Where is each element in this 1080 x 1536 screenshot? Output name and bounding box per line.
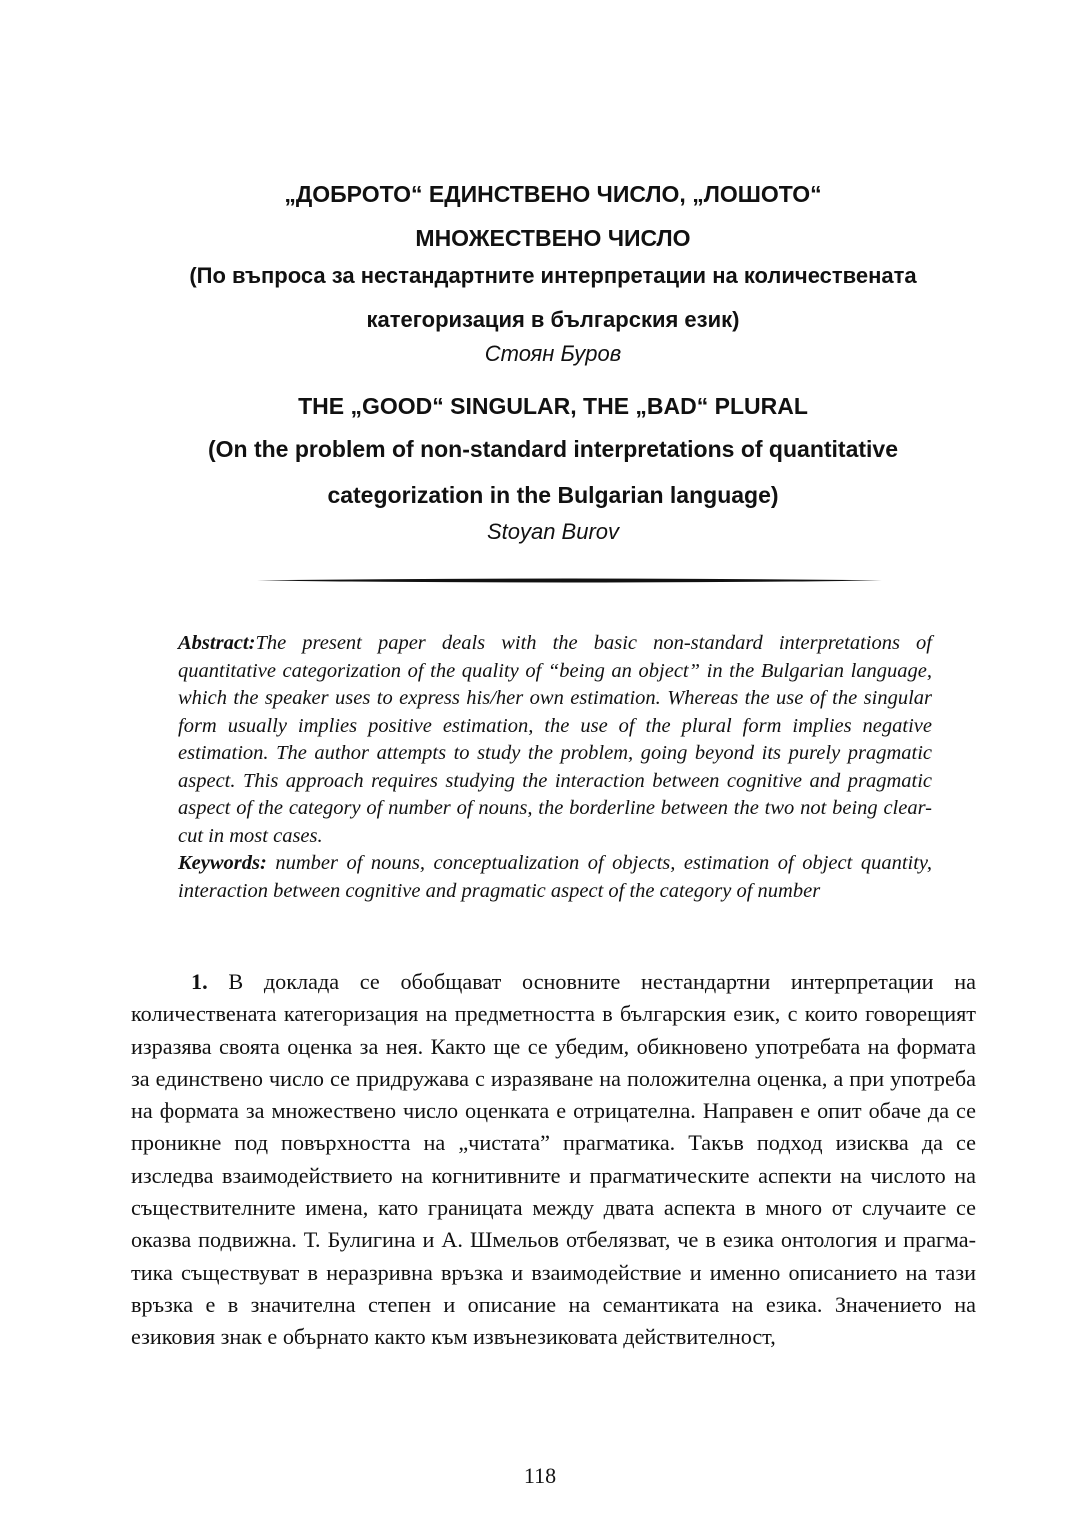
bulgarian-subtitle-line-1: (По въпроса за нестандартните интерпретации на количествената (189, 263, 917, 288)
title-divider-line (257, 577, 882, 584)
body-paragraph-text: В доклада се обобщават основните нестандартни интерпретации на количествената категоризация на предметността в българския език, с които говорещият изразява своята оценка за нея. Както ще се убедим, обикновено употребата на формата за единствено число се придружава с изразяване на положителна оценка, а при употреба на формата за множествено число оценката е отрицателна. Направен е опит обаче да се проникне под повърхността на „чистата” прагматика. Такъв подход изисква да се изследва взаимодействието на когнитивните и прагматическите аспекти на числото на съществителните имена, като границата между двата аспекта в много от случаите се оказва подвижна. Т. Булигина и А. Шмельов отбелязват, че в езика онтология и прагматика съществуват в неразривна връзка и взаимодействие и именно описанието на тази връзка е в значителна степен и описание на семантиката на езика. Значението на езиковия знак е обърнато както към извънезиковата действителност, (131, 969, 976, 1350)
bulgarian-title-line-2: МНОЖЕСТВЕНО ЧИСЛО (415, 225, 691, 251)
bulgarian-subtitle (130, 254, 976, 342)
keywords-label: Keywords: (178, 852, 267, 874)
abstract-label: Abstract: (178, 632, 256, 654)
title-divider (257, 577, 882, 584)
bulgarian-author: Стоян Буров (484, 341, 622, 366)
english-subtitle (130, 426, 976, 518)
english-subtitle-line-1: (On the problem of non-standard interpretations of quantitative (207, 436, 898, 462)
main-body-text (131, 966, 976, 1354)
body-paragraph (131, 966, 976, 1354)
abstract-block (178, 630, 932, 905)
keywords-paragraph (178, 850, 932, 905)
english-author: Stoyan Burov (486, 519, 620, 544)
keywords-text: number of nouns, conceptualization of objects, estimation of object quantity, interaction between cognitive and pragmatic aspect of the category of number (178, 852, 932, 902)
abstract-text: The present paper deals with the basic non-standard interpretations of quantitative categorization of the quality of “being an object” in the Bulgarian language, which the speaker uses to express his/her own estimation. Whereas the use of the singular form usually implies positive estimation, the use of the plural form implies negative estimation. The author attempts to study the problem, going beyond its purely pragmatic aspect. This approach requires studying the interaction between cognitive and pragmatic aspect of the category of number of nouns, the borderline between the two not being clear-cut in most cases. (178, 632, 932, 847)
abstract-paragraph (178, 630, 932, 850)
page-number: 118 (523, 1463, 557, 1488)
english-subtitle-line-2: categorization in the Bulgarian language) (327, 482, 779, 508)
english-title: THE „GOOD“ SINGULAR, THE „BAD“ PLURAL (298, 393, 808, 419)
bulgarian-title (130, 172, 976, 260)
bulgarian-subtitle-line-2: категоризация в българския език) (366, 307, 740, 332)
bulgarian-title-line-1: „ДОБРОТО“ ЕДИНСТВЕНО ЧИСЛО, „ЛОШОТО“ (284, 181, 822, 207)
section-number: 1. (191, 969, 208, 994)
